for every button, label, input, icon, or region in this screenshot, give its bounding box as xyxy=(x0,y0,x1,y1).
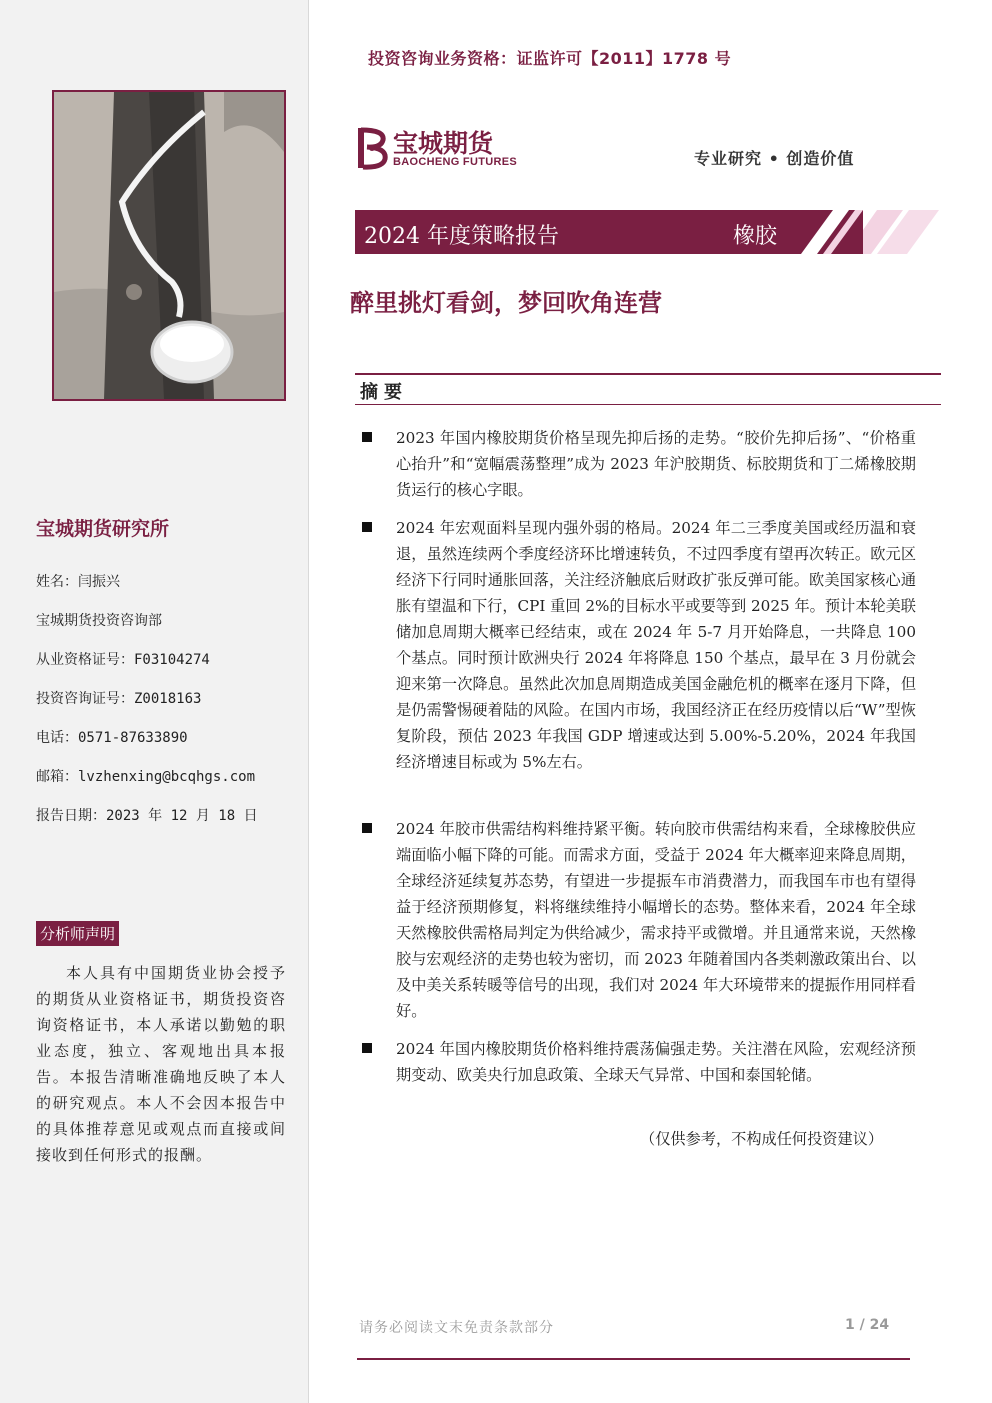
headline: 醉里挑灯看剑，梦回吹角连营 xyxy=(350,289,662,317)
company-logo xyxy=(355,124,525,174)
abstract-title: 摘要 xyxy=(360,382,408,403)
research-institute-name: 宝城期货研究所 xyxy=(36,518,170,540)
footer-rule xyxy=(357,1358,910,1360)
report-date: 报告日期：2023 年 12 月 18 日 xyxy=(36,808,258,824)
report-title: 2024 年度策略报告 xyxy=(364,224,559,249)
analyst-name: 姓名：闫振兴 xyxy=(36,574,120,590)
phone: 电话：0571-87633890 xyxy=(36,730,188,746)
footer-note: 请务必阅读文末免责条款部分 xyxy=(359,1320,554,1336)
email: 邮箱：lvzhenxing@bcqhgs.com xyxy=(36,769,256,785)
department: 宝城期货投资咨询部 xyxy=(36,613,162,629)
logo-english-name: BAOCHENG FUTURES xyxy=(393,156,517,168)
analyst-declaration-title: 分析师声明 xyxy=(36,921,119,946)
analyst-declaration-body: 本人具有中国期货业协会授予的期货从业资格证书，期货投资咨询资格证书，本人承诺以勤勉的职业态度，独立、客观地出具本报告。本报告清晰准确地反映了本人的研究观点。本人不会因本报告中的具体推荐意见或观点而直接或间接收到任何形式的报酬。 xyxy=(36,964,286,1164)
bullet-icon xyxy=(362,432,372,442)
abstract-paragraph: 2024 年宏观面料呈现内强外弱的格局。2024 年二三季度美国或经历温和衰退，虽然连续两个季度经济环比增速转负，不过四季度有望再次转正。欧元区经济下行同时通胀回落，关注经济触底后财政扩张反弹可能。欧美国家核心通胀有望温和下行，CPI 重回 2%的目标水平或要等到 2025 年。预计本轮美联储加息周期大概率已经结束，或在 2024 年 5-7 月开始降息，一共降息 100 个基点。同时预计欧洲央行 2024 年将降息 150 个基点，最早在 3 月份就会迎来第一次降息。虽然此次加息周期造成美国金融危机的概率在逐月下降，但是仍需警惕硬着陆的风险。在国内市场，我国经济正在经历疫情以后“W”型恢复阶段，预估 2023 年我国 GDP 增速或达到 5.00%-5.20%，2024 年我国经济增速目标或为 5%左右。 xyxy=(396,519,916,771)
report-category: 橡胶 xyxy=(733,224,778,249)
business-qualification: 投资咨询业务资格：证监许可【2011】1778 号 xyxy=(368,49,732,68)
abstract-paragraph: 2024 年胶市供需结构料维持紧平衡。转向胶市供需结构来看，全球橡胶供应端面临小幅下降的可能。而需求方面，受益于 2024 年大概率迎来降息周期，全球经济延续复苏态势，有望进一步提振车市消费潜力，而我国车市也有望得益于经济预期修复，料将继续维持小幅增长的态势。整体来看，2024 年全球天然橡胶供需格局判定为供给减少，需求持平或微增。并且通常来说，天然橡胶与宏观经济的走势也较为密切，而 2023 年随着国内各类刺激政策出台、以及中美关系转暖等信号的出现，我们对 2024 年大环境带来的提振作用同样看好。 xyxy=(396,820,916,1020)
bullet-icon xyxy=(362,522,372,532)
sidebar-divider xyxy=(308,0,309,1403)
logo-mark-icon xyxy=(355,126,389,170)
bullet-icon xyxy=(362,1043,372,1053)
bullet-icon xyxy=(362,823,372,833)
investment-disclaimer: （仅供参考，不构成任何投资建议） xyxy=(640,1130,883,1148)
page-number: 1 / 24 xyxy=(845,1317,890,1333)
consulting-license: 投资咨询证号：Z0018163 xyxy=(36,691,202,707)
slogan: 专业研究 • 创造价值 xyxy=(694,149,855,168)
logo-chinese-name: 宝城期货 xyxy=(393,129,494,158)
cover-photo-rubber-tapping xyxy=(52,90,286,401)
abstract-paragraph: 2023 年国内橡胶期货价格呈现先抑后扬的走势。“胶价先抑后扬”、“价格重心抬升”和“宽幅震荡整理”成为 2023 年沪胶期货、标胶期货和丁二烯橡胶期货运行的核心字眼。 xyxy=(396,429,916,499)
banner-tail-stripes xyxy=(863,210,943,254)
practice-license: 从业资格证号：F03104274 xyxy=(36,652,210,668)
abstract-bottom-rule xyxy=(355,404,941,405)
abstract-top-rule xyxy=(355,373,941,375)
abstract-paragraph: 2024 年国内橡胶期货价格料维持震荡偏强走势。关注潜在风险，宏观经济预期变动、欧美央行加息政策、全球天气异常、中国和泰国轮储。 xyxy=(396,1040,916,1084)
